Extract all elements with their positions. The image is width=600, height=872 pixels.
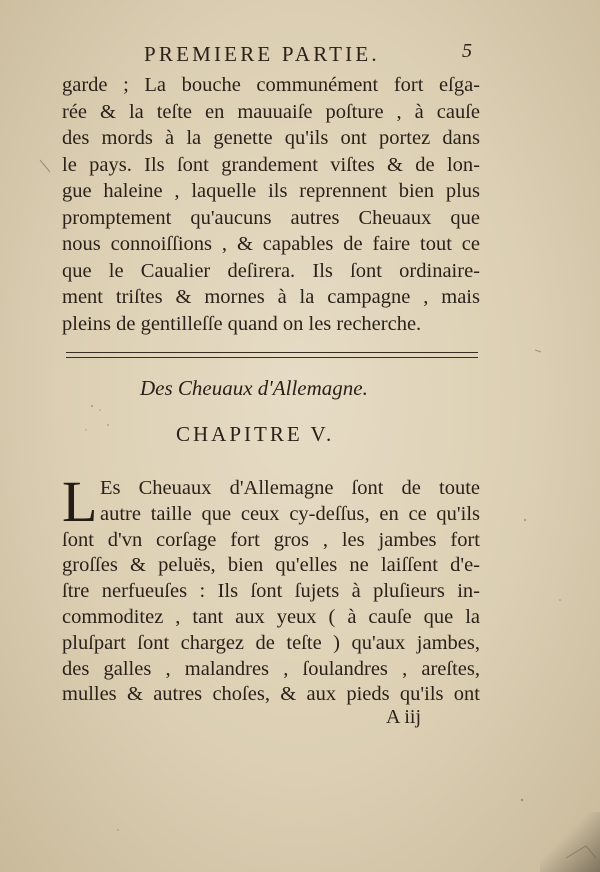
section-title: Des Cheuaux d'Allemagne. xyxy=(140,376,368,400)
text-line: que le Caualier deſirera. Ils ſont ordinaire- xyxy=(62,259,480,282)
text-line: promptement qu'aucuns autres Cheuaux que xyxy=(62,206,480,229)
text-line: mulles & autres choſes, & aux pieds qu'ils ont xyxy=(62,683,480,706)
text-line: gue haleine , laquelle ils reprennent bien plus xyxy=(62,180,480,202)
signature-mark: A iij xyxy=(386,706,422,728)
text-line: pleins de gentilleſſe quand on les recherche. xyxy=(62,312,422,335)
text-line: rée & la teſte en mauuaiſe poſture , à cauſe xyxy=(62,100,480,123)
text-line: ment triſtes & mornes à la campagne , mais xyxy=(62,286,480,308)
text-line: pluſpart ſont chargez de teſte ) qu'aux jambes, xyxy=(62,631,480,654)
page-number: 5 xyxy=(462,40,472,62)
text-line: ſtre nerfueuſes : Ils ſont ſujets à pluſieurs in- xyxy=(62,580,480,603)
running-head-title: PREMIERE PARTIE. xyxy=(144,42,380,66)
text-line: des galles , malandres , ſoulandres , areſtes, xyxy=(62,657,480,680)
text-line: commoditez , tant aux yeux ( à cauſe que la xyxy=(62,605,480,628)
text-line: groſſes & peluës, bien qu'elles ne laiſſent d'e- xyxy=(62,554,480,577)
text-line: autre taille que ceux cy-deſſus, en ce qu'ils xyxy=(100,502,480,525)
text-line: le pays. Ils ſont grandement viſtes & de lon- xyxy=(62,153,480,176)
text-line: des mords à la genette qu'ils ont portez dans xyxy=(62,127,480,149)
text-line: garde ; La bouche communément fort eſga- xyxy=(62,74,480,96)
text-line: ſont d'vn corſage fort gros , les jambes fort xyxy=(62,528,480,551)
text-line: nous connoiſſions , & capables de faire tout ce xyxy=(62,233,480,255)
chapter-heading: CHAPITRE V. xyxy=(176,422,335,446)
drop-cap: L xyxy=(62,469,98,534)
text-line: Es Cheuaux d'Allemagne ſont de toute xyxy=(100,477,480,499)
